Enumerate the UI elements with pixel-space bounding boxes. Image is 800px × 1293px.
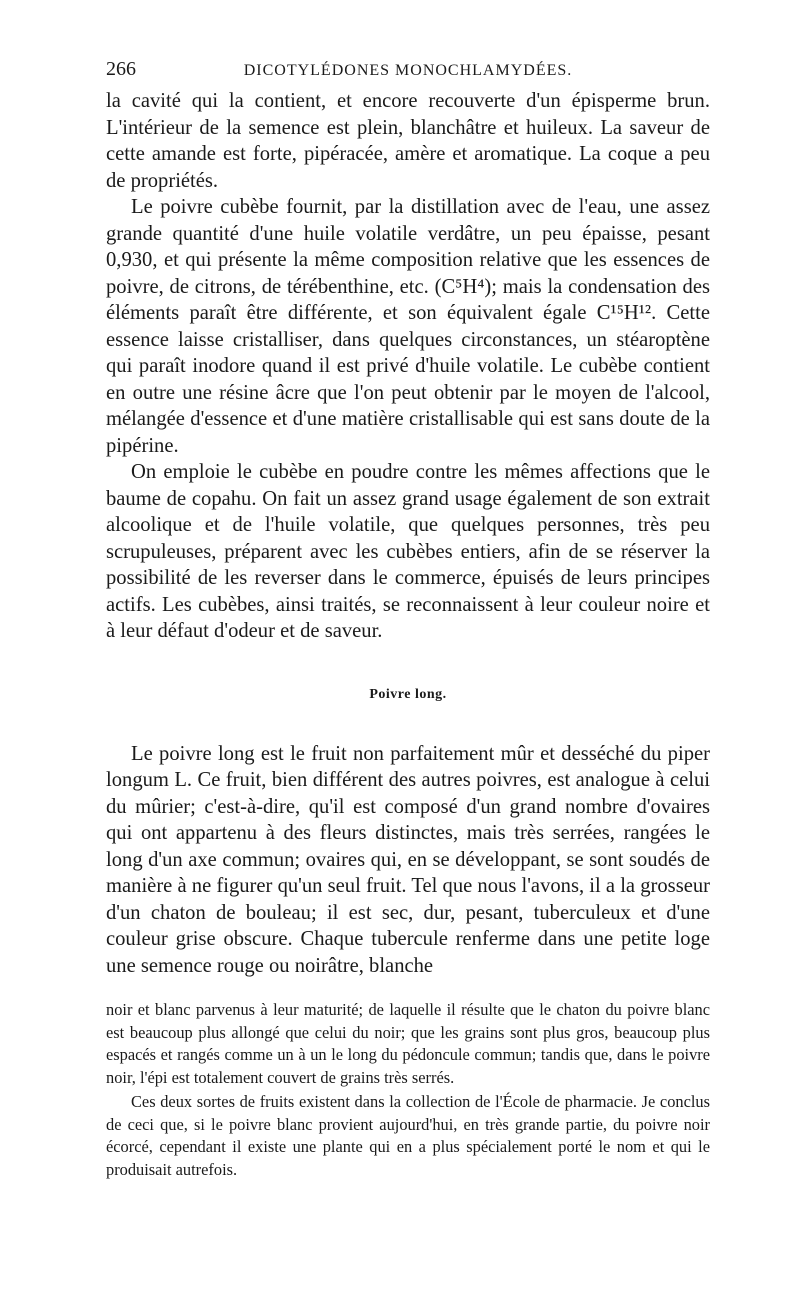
running-title: DICOTYLÉDONES MONOCHLAMYDÉES. <box>243 62 573 79</box>
footnote-text: Ces deux sortes de fruits existent dans la collection de l'École de pharmacie. Je conclus de ceci que, si le poivre blanc provient aujourd'hui, en très grande partie, du poivre noir écorcé, cependant il existe une plante qui en a plus spécialement porté le nom et qui le produisait autrefois. <box>106 1092 710 1179</box>
footnote-text: noir et blanc parvenus à leur maturité; de laquelle il résulte que le chaton du poivre blanc est beaucoup plus allongé que celui du noir; que les grains sont plus gros, beaucoup plus espacés et rangés comme un à un le long du pédoncule commun; tandis que, dans le poivre noir, l'épi est totalement couvert de grains très serrés. <box>106 1000 710 1087</box>
paragraph: On emploie le cubèbe en poudre contre les mêmes affections que le baume de copahu. On fait un assez grand usage également de son extrait alcoolique et de l'huile volatile, que quelques personnes, très peu scrupuleuses, préparent avec les cubèbes entiers, afin de se réserver la possibilité de les reverser dans le commerce, épuisés de leurs principes actifs. Les cubèbes, ainsi traités, se reconnaissent à leur couleur noire et à leur défaut d'odeur et de saveur. <box>106 461 710 642</box>
section-title: Poivre long. <box>369 686 447 702</box>
paragraph: Le poivre long est le fruit non parfaitement mûr et desséché du piper longum L. Ce fruit, bien différent des autres poivres, est analogue à celui du mûrier; c'est-à-dire, qu'il est composé d'un grand nombre d'ovaires qui ont appartenu à des fleurs distinctes, mais très serrées, rangées le long d'un axe commun; ovaires qui, en se développant, se sont soudés de manière à ne figurer qu'un seul fruit. Tel que nous l'avons, il a la grosseur d'un chaton de bouleau; il est sec, dur, pesant, tuberculeux et d'une couleur grise obscure. Chaque tubercule renferme dans une petite loge une semence rouge ou noirâtre, blanche <box>106 742 710 977</box>
page-header <box>106 58 710 88</box>
page-number: 266 <box>106 58 136 80</box>
paragraph: la cavité qui la contient, et encore recouverte d'un épisperme brun. L'intérieur de la semence est plein, blanchâtre et huileux. La saveur de cette amande est forte, pipéracée, amère et aromatique. La coque a peu de propriétés. <box>106 90 710 192</box>
paragraph: Le poivre cubèbe fournit, par la distillation avec de l'eau, une assez grande quantité d'une huile volatile verdâtre, un peu épaisse, pesant 0,930, et qui présente la même composition relative que les essences de poivre, de citrons, de térébenthine, etc. (C⁵H⁴); mais la condensation des éléments paraît être différente, et son équivalent égale C¹⁵H¹². Cette essence laisse cristalliser, dans quelques circonstances, un stéaroptène qui paraît inodore quand il est privé d'huile volatile. Le cubèbe contient en outre une résine âcre que l'on peut obtenir par le moyen de l'alcool, mélangée d'essence et d'une matière cristallisable qui est sans doute de la pipérine. <box>106 196 710 457</box>
footnote-block <box>106 999 710 1181</box>
main-text <box>106 88 710 979</box>
page <box>106 58 710 1181</box>
